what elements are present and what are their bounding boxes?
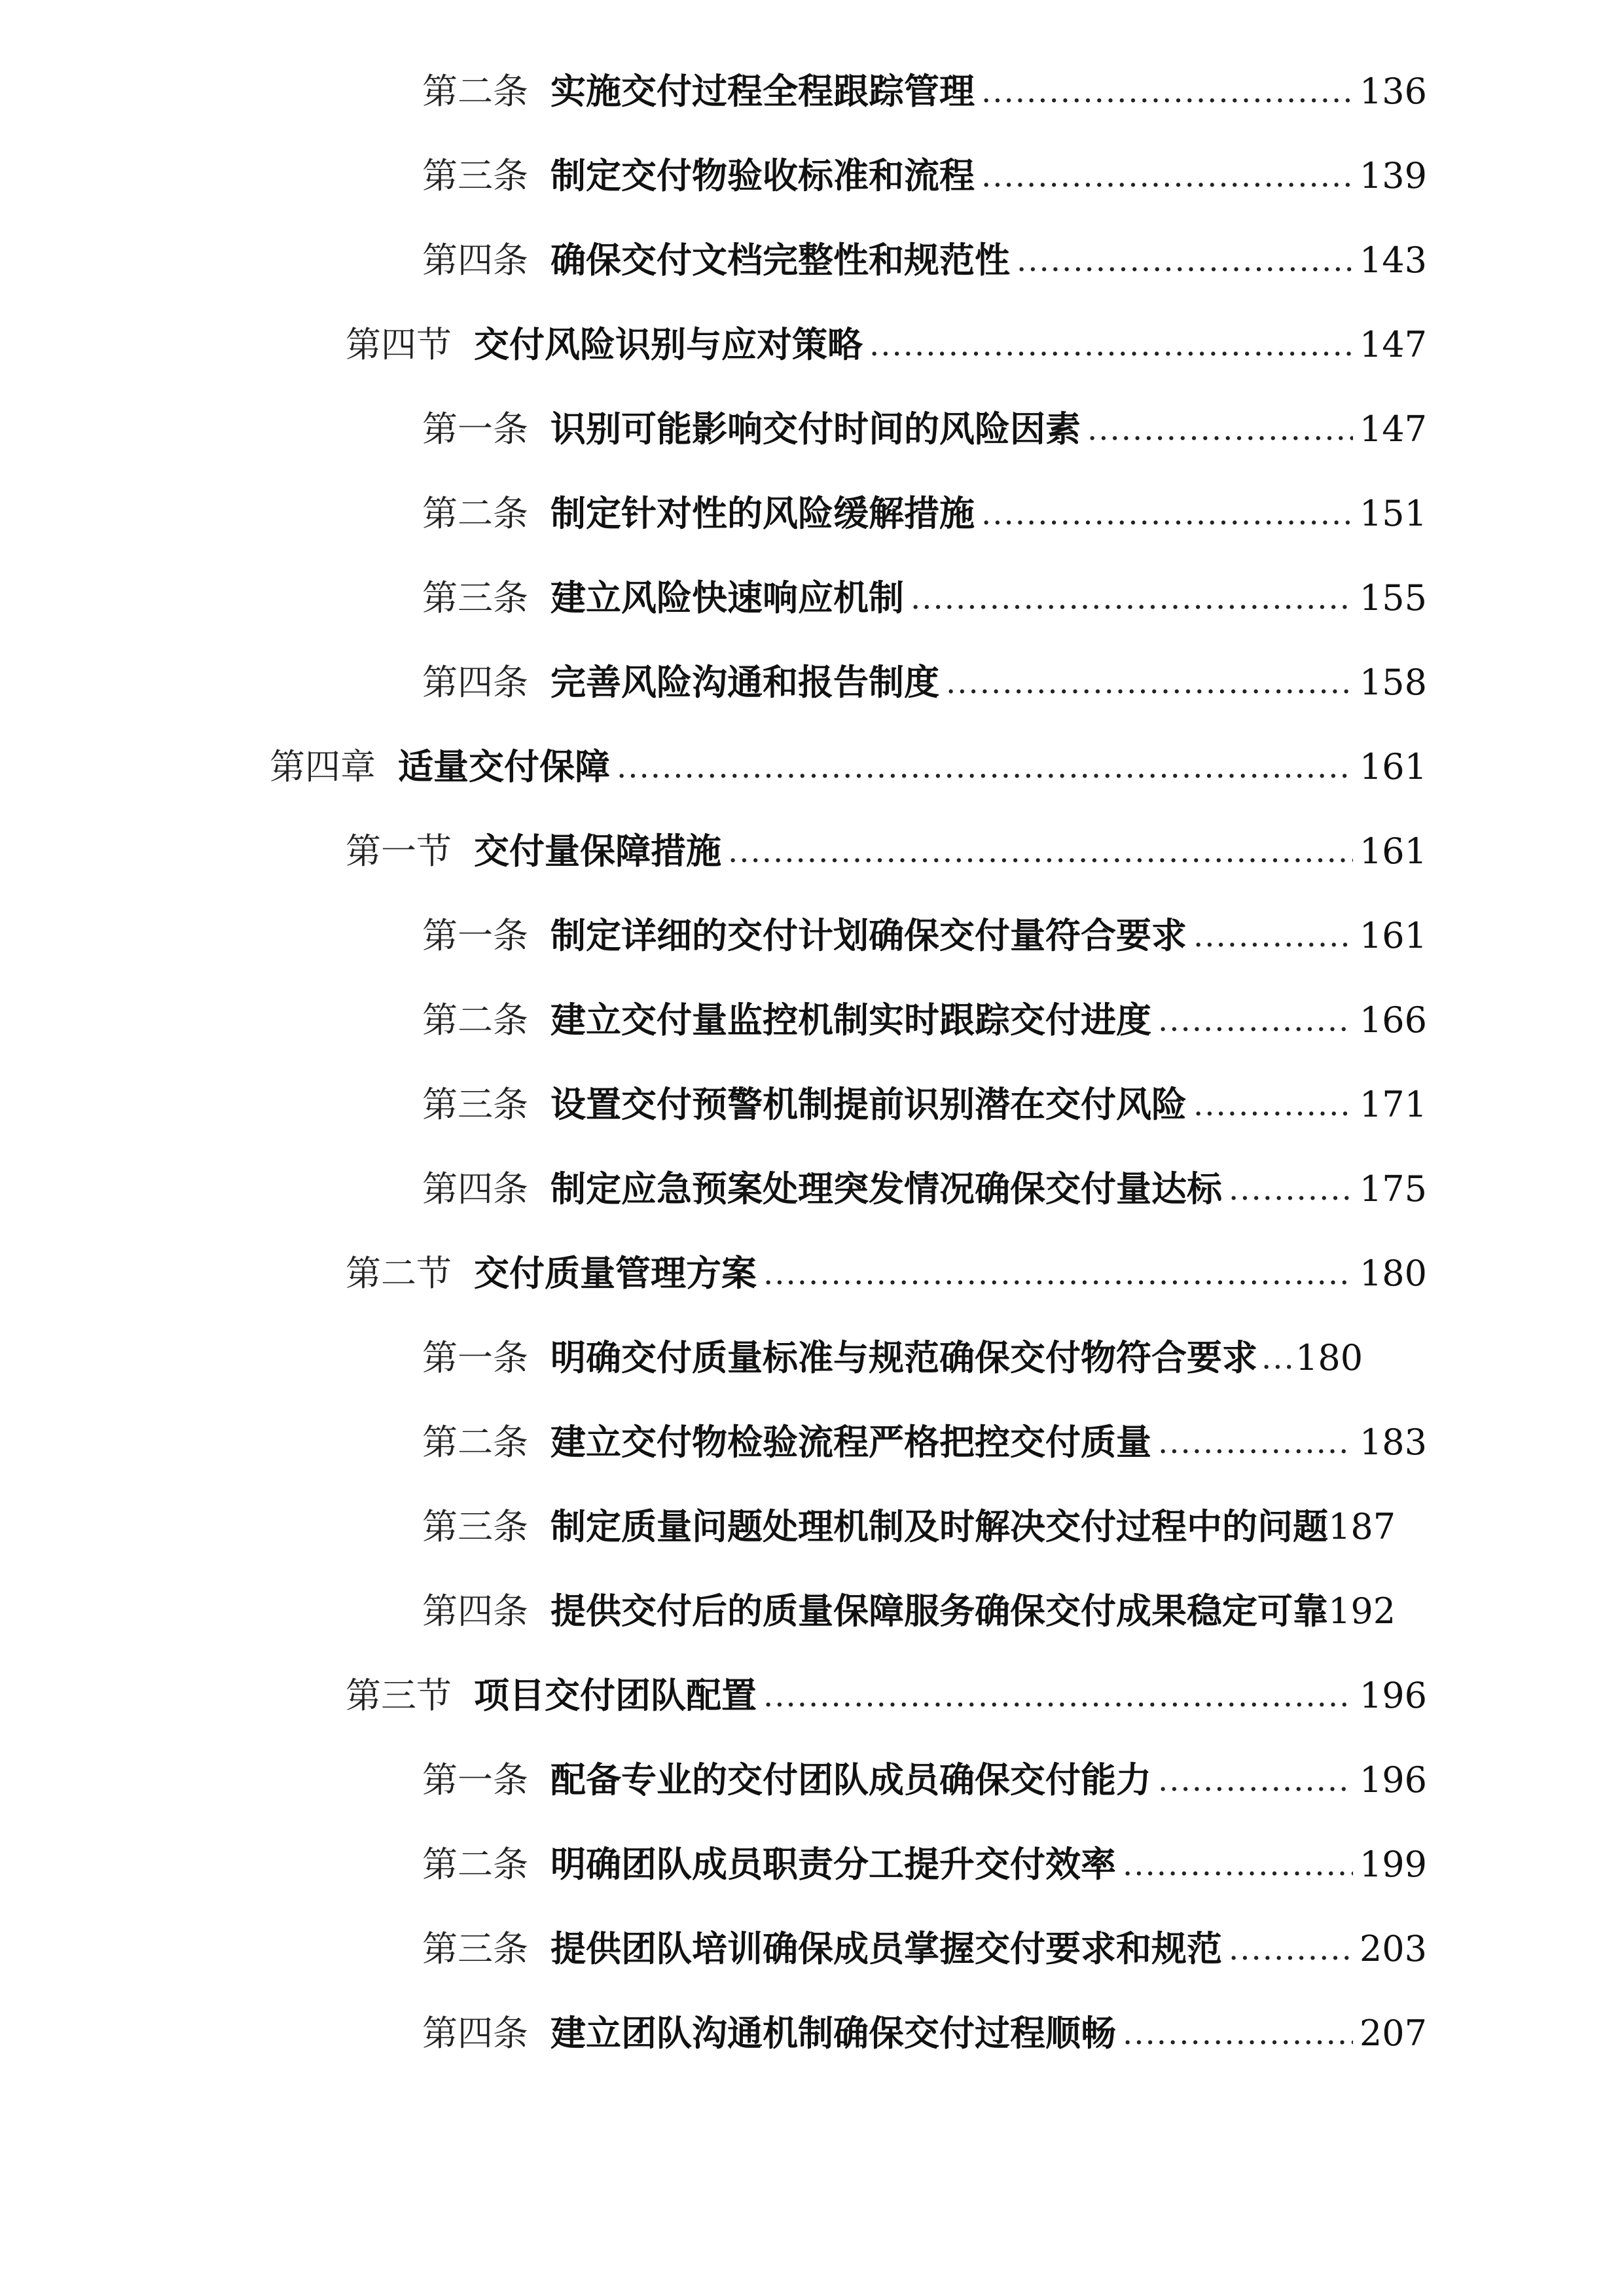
toc-entry-label: 第四条 <box>422 240 528 281</box>
toc-page-number: 161 <box>1359 831 1427 872</box>
toc-page-number: 180 <box>1359 1253 1427 1294</box>
toc-page-number: 207 <box>1359 2013 1427 2054</box>
toc-entry[interactable] <box>422 2001 1427 2066</box>
toc-dot-leader <box>981 59 1353 124</box>
toc-dot-leader <box>1193 1072 1353 1138</box>
toc-entry[interactable] <box>422 1072 1427 1138</box>
toc-dot-leader <box>1261 1325 1291 1391</box>
toc-page-number: 143 <box>1359 240 1427 281</box>
toc-entry-title: 识别可能影响交付时间的风险因素 <box>550 408 1081 450</box>
toc-entry[interactable] <box>422 397 1427 462</box>
toc-page-number: 192 <box>1328 1590 1396 1632</box>
toc-entry-title: 明确交付质量标准与规范确保交付物符合要求 <box>550 1337 1257 1378</box>
toc-dot-leader <box>1229 1916 1353 1982</box>
toc-dot-leader <box>911 565 1353 631</box>
toc-entry-label: 第四条 <box>422 1590 528 1632</box>
toc-entry[interactable] <box>270 734 1427 800</box>
toc-entry-title: 建立团队沟通机制确保交付过程顺畅 <box>550 2013 1116 2054</box>
toc-page-number: 136 <box>1359 71 1427 112</box>
toc-dot-leader <box>981 481 1353 547</box>
toc-entry[interactable] <box>422 481 1427 547</box>
toc-entry-label: 第二节 <box>346 1253 452 1294</box>
toc-entry-label: 第二条 <box>422 999 528 1041</box>
toc-page-number: 171 <box>1359 1084 1427 1125</box>
toc-entry-title: 建立交付量监控机制实时跟踪交付进度 <box>550 999 1151 1041</box>
toc-dot-leader <box>763 1663 1353 1729</box>
toc-entry-label: 第四章 <box>270 746 376 787</box>
toc-page-number: 203 <box>1359 1928 1427 1969</box>
toc-dot-leader <box>1158 988 1353 1053</box>
toc-dot-leader <box>1017 228 1353 293</box>
toc-entry[interactable] <box>346 312 1427 378</box>
toc-entry[interactable] <box>422 903 1427 969</box>
toc-page-number: 196 <box>1359 1675 1427 1716</box>
toc-entry-label: 第三条 <box>422 1928 528 1969</box>
toc-dot-leader <box>1123 1832 1353 1897</box>
toc-dot-leader <box>946 650 1353 715</box>
toc-entry[interactable] <box>422 1157 1427 1222</box>
toc-entry-label: 第四条 <box>422 662 528 703</box>
toc-page-number: 147 <box>1359 324 1427 365</box>
toc-entry[interactable] <box>422 143 1427 209</box>
toc-entry[interactable] <box>422 650 1427 715</box>
toc-page-number: 158 <box>1359 662 1427 703</box>
toc-page-number: 151 <box>1359 493 1427 534</box>
toc-page-number: 187 <box>1328 1506 1396 1547</box>
toc-entry-label: 第一节 <box>346 831 452 872</box>
toc-entry-label: 第一条 <box>422 1759 528 1801</box>
toc-entry[interactable] <box>422 1494 1427 1560</box>
toc-entry[interactable] <box>422 1410 1427 1475</box>
toc-entry-title: 制定针对性的风险缓解措施 <box>550 493 975 534</box>
toc-entry-label: 第四条 <box>422 2013 528 2054</box>
toc-dot-leader <box>763 1241 1353 1306</box>
toc-entry[interactable] <box>422 1916 1427 1982</box>
toc-entry-label: 第一条 <box>422 1337 528 1378</box>
toc-entry-label: 第三节 <box>346 1675 452 1716</box>
toc-dot-leader <box>1193 903 1353 969</box>
toc-page-number: 199 <box>1359 1844 1427 1885</box>
toc-entry-title: 明确团队成员职责分工提升交付效率 <box>550 1844 1116 1885</box>
toc-entry-title: 交付质量管理方案 <box>474 1253 757 1294</box>
toc-entry[interactable] <box>346 1663 1427 1729</box>
toc-entry-label: 第一条 <box>422 915 528 956</box>
toc-entry-title: 制定应急预案处理突发情况确保交付量达标 <box>550 1168 1222 1210</box>
toc-entry-title: 项目交付团队配置 <box>474 1675 757 1716</box>
toc-entry-title: 建立交付物检验流程严格把控交付质量 <box>550 1422 1151 1463</box>
toc-dot-leader <box>1123 2001 1353 2066</box>
toc-entry-title: 完善风险沟通和报告制度 <box>550 662 939 703</box>
toc-entry-label: 第三条 <box>422 155 528 196</box>
toc-entry[interactable] <box>422 1832 1427 1897</box>
toc-page-number: 196 <box>1359 1759 1427 1801</box>
toc-entry-label: 第四条 <box>422 1168 528 1210</box>
toc-entry-title: 适量交付保障 <box>398 746 610 787</box>
toc-entry-label: 第三条 <box>422 1084 528 1125</box>
toc-dot-leader <box>617 734 1353 800</box>
toc-entry-title: 交付量保障措施 <box>474 831 721 872</box>
toc-entry[interactable] <box>346 1241 1427 1306</box>
toc-entry-label: 第二条 <box>422 1422 528 1463</box>
toc-entry-label: 第三条 <box>422 577 528 619</box>
toc-entry-title: 确保交付文档完整性和规范性 <box>550 240 1010 281</box>
toc-entry[interactable] <box>422 59 1427 124</box>
toc-dot-leader <box>1158 1410 1353 1475</box>
toc-page-number: 183 <box>1359 1422 1427 1463</box>
toc-entry[interactable] <box>422 228 1427 293</box>
toc-entry-title: 提供团队培训确保成员掌握交付要求和规范 <box>550 1928 1222 1969</box>
toc-page-number: 180 <box>1295 1337 1363 1378</box>
toc-entry-label: 第二条 <box>422 493 528 534</box>
toc-dot-leader <box>981 143 1353 209</box>
toc-entry[interactable] <box>422 1325 1427 1391</box>
toc-dot-leader <box>1229 1157 1353 1222</box>
toc-entry-title: 建立风险快速响应机制 <box>550 577 904 619</box>
toc-entry[interactable] <box>422 565 1427 631</box>
toc-entry-title: 配备专业的交付团队成员确保交付能力 <box>550 1759 1151 1801</box>
toc-entry-title: 设置交付预警机制提前识别潜在交付风险 <box>550 1084 1187 1125</box>
toc-entry[interactable] <box>422 1579 1427 1644</box>
toc-entry-label: 第三条 <box>422 1506 528 1547</box>
toc-entry-title: 制定质量问题处理机制及时解决交付过程中的问题 <box>550 1506 1328 1547</box>
toc-entry-title: 交付风险识别与应对策略 <box>474 324 863 365</box>
toc-entry-label: 第二条 <box>422 71 528 112</box>
toc-page-number: 155 <box>1359 577 1427 619</box>
toc-entry-label: 第二条 <box>422 1844 528 1885</box>
toc-entry-label: 第一条 <box>422 408 528 450</box>
toc-page-number: 161 <box>1359 915 1427 956</box>
toc-page-number: 147 <box>1359 408 1427 450</box>
toc-page-number: 166 <box>1359 999 1427 1041</box>
toc-entry-title: 制定交付物验收标准和流程 <box>550 155 975 196</box>
toc-entry-label: 第四节 <box>346 324 452 365</box>
toc-dot-leader <box>1087 397 1353 462</box>
toc-dot-leader <box>1158 1748 1353 1813</box>
toc-entry[interactable] <box>422 988 1427 1053</box>
toc-page-number: 139 <box>1359 155 1427 196</box>
toc-entry-title: 实施交付过程全程跟踪管理 <box>550 71 975 112</box>
toc-page-number: 175 <box>1359 1168 1427 1210</box>
toc-page-number: 161 <box>1359 746 1427 787</box>
toc-entry-title: 提供交付后的质量保障服务确保交付成果稳定可靠 <box>550 1590 1328 1632</box>
toc-entry[interactable] <box>346 819 1427 884</box>
toc-dot-leader <box>869 312 1353 378</box>
toc-entry-title: 制定详细的交付计划确保交付量符合要求 <box>550 915 1187 956</box>
toc-dot-leader <box>728 819 1353 884</box>
toc-entry[interactable] <box>422 1748 1427 1813</box>
